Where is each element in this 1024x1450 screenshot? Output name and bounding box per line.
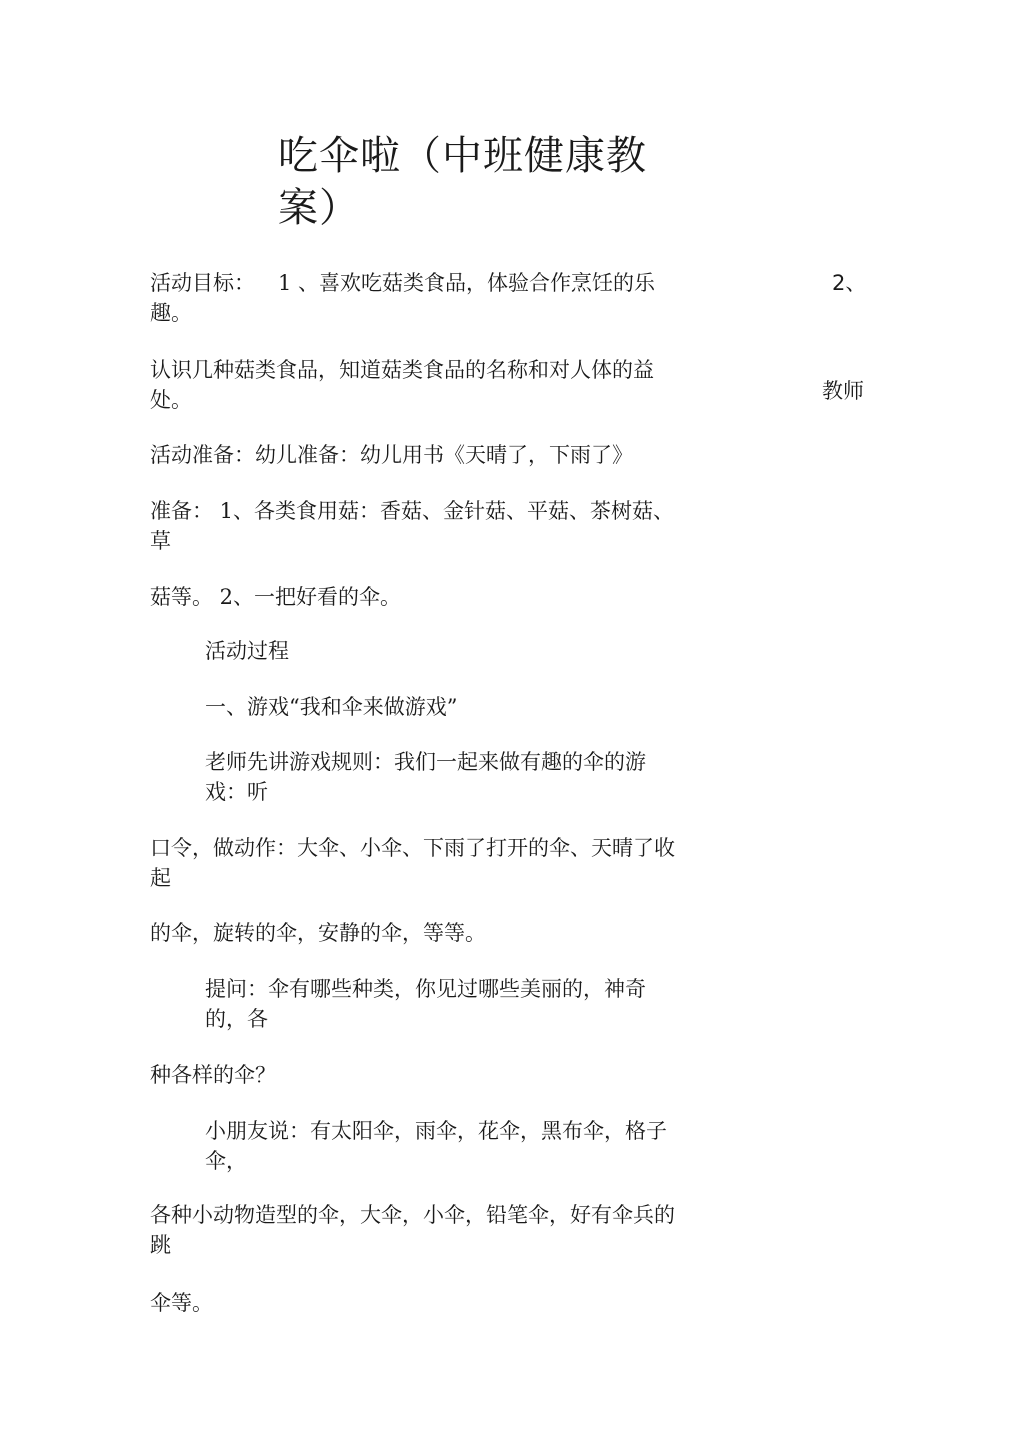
rules-line-2: 戏：听 [205,780,268,804]
goal-1-end: 趣。 [150,301,192,325]
rules-line-1: 老师先讲游戏规则：我们一起来做有趣的伞的游 [205,750,646,774]
question-line-3: 种各样的伞？ [150,1063,276,1087]
preparation-line: 活动准备：幼儿准备：幼儿用书《天晴了，下雨了》 [150,443,633,467]
rules-line-3: 口令，做动作：大伞、小伞、下雨了打开的伞、天晴了收 [150,836,675,860]
rules-line-4: 起 [150,866,171,890]
teacher-prep-line-1: 准备： 1、各类食用菇：香菇、金针菇、平菇、茶树菇、 [150,499,675,523]
document-title [278,130,678,234]
kids-continued [150,1200,675,1260]
process-heading: 活动过程 [205,639,289,663]
title-line-2: 案） [278,185,360,231]
question-line-2: 的，各 [205,1007,268,1031]
rules-paragraph [205,747,646,807]
title-line-1: 吃伞啦（中班健康教 [278,133,647,179]
teacher-prep-line-2: 草 [150,529,171,553]
goal-2-text: 认识几种菇类食品，知道菇类食品的名称和对人体的益 [150,358,654,382]
kids-line-2: 伞， [205,1149,247,1173]
kids-line-4: 跳 [150,1233,171,1257]
kids-line-3: 各种小动物造型的伞，大伞，小伞，铅笔伞，好有伞兵的 [150,1203,675,1227]
goal-2-paragraph [150,355,654,415]
teacher-prep-line-3: 菇等。 2、一把好看的伞。 [150,585,402,609]
goal-label: 活动目标： [150,271,255,295]
rules-continued [150,833,675,893]
question-line-1: 提问：伞有哪些种类，你见过哪些美丽的，神奇 [205,977,646,1001]
goal-2-end: 处。 [150,388,192,412]
rules-line-5: 的伞，旋转的伞，安静的伞，等等。 [150,921,486,945]
question-paragraph [205,974,646,1034]
goal-2-marker: 2、 [832,271,867,295]
kids-line-1: 小朋友说：有太阳伞，雨伞，花伞，黑布伞，格子 [205,1119,667,1143]
game-heading: 一、游戏“我和伞来做游戏” [205,695,458,719]
teacher-prep-paragraph [150,496,674,556]
goal-1-text: 1 、喜欢吃菇类食品，体验合作烹饪的乐 [278,271,656,295]
kids-line-5: 伞等。 [150,1291,213,1315]
side-teacher-label: 教师 [822,379,864,403]
kids-paragraph [205,1116,667,1176]
